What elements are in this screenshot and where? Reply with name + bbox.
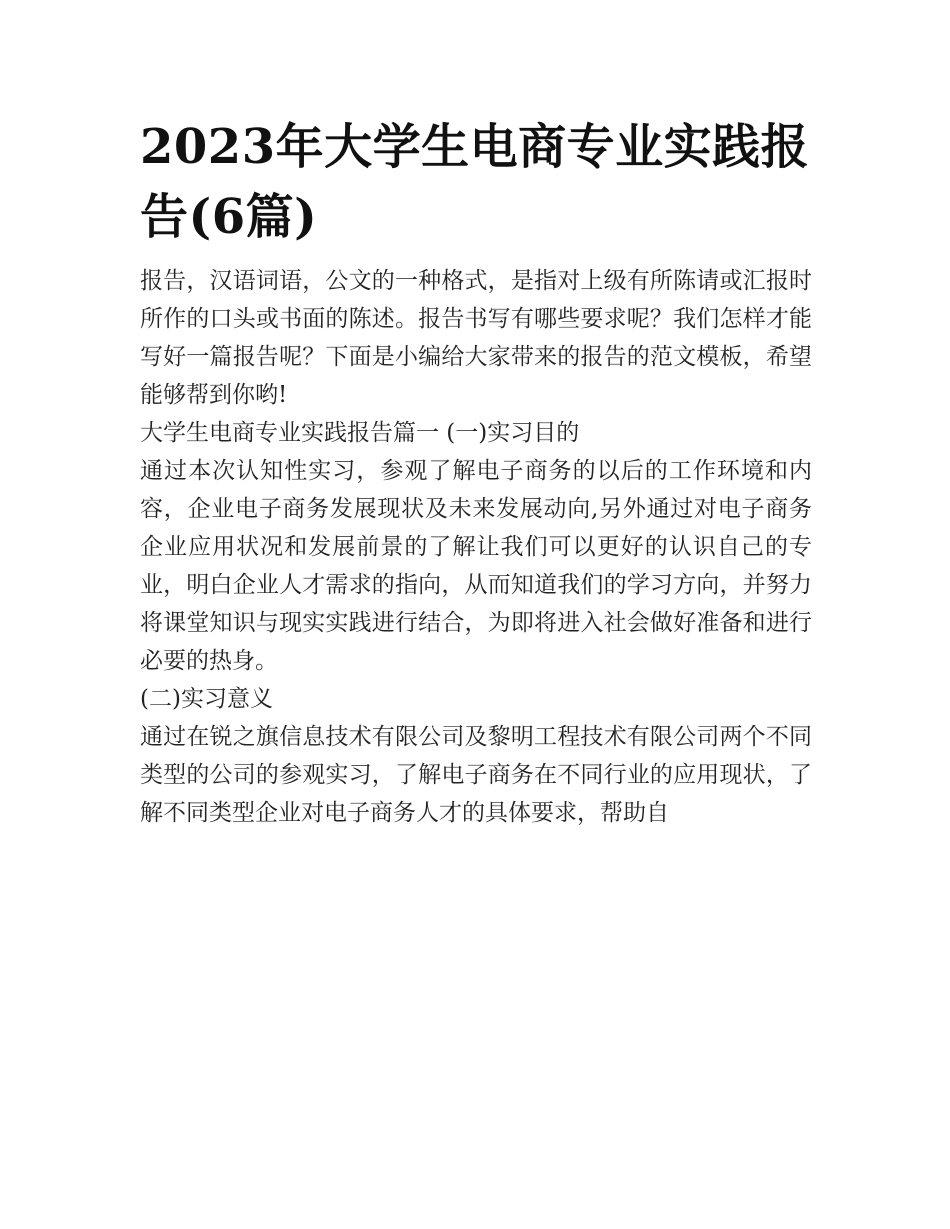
significance-paragraph: 通过在锐之旗信息技术有限公司及黎明工程技术有限公司两个不同类型的公司的参观实习，了解电子商务在不同行业的应用现状，了解不同类型企业对电子商务人才的具体要求，帮助自: [140, 724, 812, 826]
document-title: 2023年大学生电商专业实践报告(6篇): [140, 119, 810, 245]
purpose-paragraph: 通过本次认知性实习，参观了解电子商务的以后的工作环境和内容，企业电子商务发展现状及未来发展动向,另外通过对电子商务企业应用状况和发展前景的了解让我们可以更好的认识自己的专业，明白企业人才需求的指向，从而知道我们的学习方向，并努力将课堂知识与现实实践进行结合，为即将进入社会做好准备和进行必要的热身。: [140, 458, 812, 674]
section-heading-significance: (二)实习意义: [140, 686, 273, 712]
intro-paragraph: 报告，汉语词语，公文的一种格式，是指对上级有所陈请或汇报时所作的口头或书面的陈述。报告书写有哪些要求呢？我们怎样才能写好一篇报告呢？下面是小编给大家带来的报告的范文模板，希望能够帮到你哟!: [140, 268, 812, 408]
document-page: [140, 112, 812, 832]
section-heading-purpose: 大学生电商专业实践报告篇一 (一)实习目的: [140, 420, 580, 446]
